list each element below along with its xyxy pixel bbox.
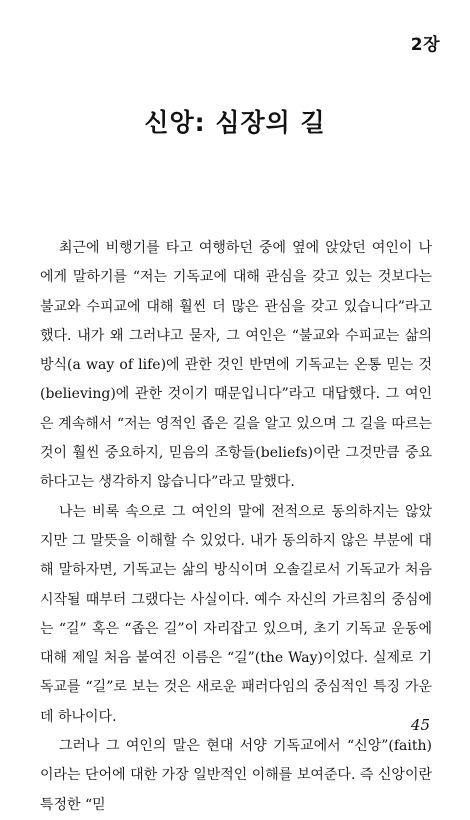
paragraph-3: 그러나 그 여인의 말은 현대 서양 기독교에서 “신앙”(faith)이라는 단어에 대한 가장 일반적인 이해를 보여준다. 즉 신앙이란 특정한 “믿 <box>40 738 432 813</box>
chapter-label: 2장 <box>410 35 440 55</box>
page-number: 45 <box>410 716 430 734</box>
chapter-title: 신앙: 심장의 길 <box>144 108 326 137</box>
body-text <box>40 234 432 820</box>
paragraph-2: 나는 비록 속으로 그 여인의 말에 전적으로 동의하지는 않았지만 그 말뜻을 이해할 수 있었다. 내가 동의하지 않은 부분에 대해 말하자면, 기독교는 삶의 방식이며 오솔길로서 기독교가 처음 시작될 때부터 그랬다는 사실이다. 예수 자신의 가르침의 중심에는 “길” 혹은 “좁은 길”이 자리잡고 있으며, 초기 기독교 운동에 대해 제일 처음 붙여진 이름은 “길”(the Way)이었다. 실제로 기독교를 “길”로 보는 것은 새로운 패러다임의 중심적인 특징 가운데 하나이다. <box>40 503 432 725</box>
paragraph-1: 최근에 비행기를 타고 여행하던 중에 옆에 앉았던 여인이 나에게 말하기를 “저는 기독교에 대해 관심을 갖고 있는 것보다는 불교와 수피교에 대해 훨씬 더 많은 관심을 갖고 있습니다”라고 했다. 내가 왜 그러냐고 묻자, 그 여인은 “불교와 수피교는 삶의 방식(a way of life)에 관한 것인 반면에 기독교는 온통 믿는 것(believing)에 관한 것이기 때문입니다”라고 대답했다. 그 여인은 계속해서 “저는 영적인 좁은 길을 알고 있으며 그 길을 따르는 것이 훨씬 중요하지, 믿음의 조항들(beliefs)이란 그것만큼 중요하다고는 생각하지 않습니다”라고 말했다. <box>40 240 432 491</box>
